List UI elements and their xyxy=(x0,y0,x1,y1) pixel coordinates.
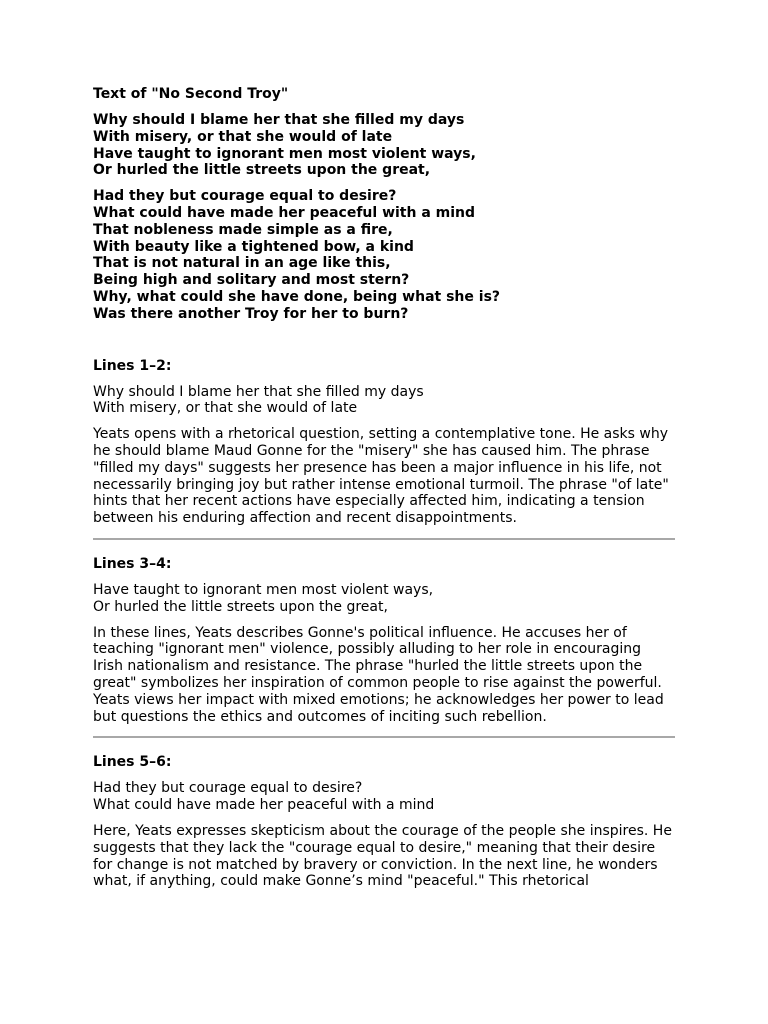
quote-line: Why should I blame her that she filled my days xyxy=(93,383,424,400)
poem-stanza-1 xyxy=(93,112,675,179)
section-title: Lines 3–4: xyxy=(93,555,172,572)
analysis-section-lines-5-6 xyxy=(93,754,675,890)
quoted-lines xyxy=(93,582,675,616)
quoted-lines xyxy=(93,780,675,814)
poem-line: Was there another Troy for her to burn? xyxy=(93,305,409,322)
analysis-section-lines-3-4 xyxy=(93,556,675,738)
analysis-paragraph: In these lines, Yeats describes Gonne's political influence. He accuses her of teaching "ignorant men" violence, possibly alluding to her role in encouraging Irish nationalism and resistance. The phrase "hurled the little streets upon the great" symbolizes her inspiration of common people to rise against the powerful. Yeats views her impact with mixed emotions; he acknowledges her power to lead but questions the ethics and outcomes of inciting such rebellion. xyxy=(93,624,664,725)
poem-line: That is not natural in an age like this, xyxy=(93,255,391,272)
poem-line: That nobleness made simple as a fire, xyxy=(93,221,393,238)
spacer xyxy=(93,540,675,556)
poem-stanza-2 xyxy=(93,188,675,322)
spacer xyxy=(93,738,675,754)
quote-line: Have taught to ignorant men most violent ways, xyxy=(93,581,434,598)
poem-line: Why should I blame her that she filled my days xyxy=(93,112,465,128)
poem-line: Being high and solitary and most stern? xyxy=(93,272,410,289)
section-title: Lines 5–6: xyxy=(93,754,172,771)
analysis-section-lines-1-2 xyxy=(93,358,675,540)
quoted-lines xyxy=(93,384,675,418)
poem-line: What could have made her peaceful with a mind xyxy=(93,204,476,221)
section-title: Lines 1–2: xyxy=(93,357,172,374)
quote-line: Or hurled the little streets upon the great, xyxy=(93,598,388,615)
poem-line: Why, what could she have done, being what she is? xyxy=(93,288,501,305)
poem-title: Text of "No Second Troy" xyxy=(93,86,289,102)
quote-line: With misery, or that she would of late xyxy=(93,400,358,417)
poem-line: With misery, or that she would of late xyxy=(93,128,393,145)
analysis-paragraph: Here, Yeats expresses skepticism about the courage of the people she inspires. He suggests that they lack the "courage equal to desire," meaning that their desire for change is not matched by bravery or conviction. In the next line, he wonders what, if anything, could make Gonne’s mind "peaceful." This rhetorical xyxy=(93,822,672,890)
spacer xyxy=(93,332,675,358)
analysis-paragraph: Yeats opens with a rhetorical question, setting a contemplative tone. He asks why he should blame Maud Gonne for the "misery" she has caused him. The phrase "filled my days" suggests her presence has been a major influence in his life, not necessarily bringing joy but rather intense emotional turmoil. The phrase "of late" hints that her recent actions have especially affected him, indicating a tension between his enduring affection and recent disappointments. xyxy=(93,426,669,527)
document-page xyxy=(93,86,675,890)
poem-line: Or hurled the little streets upon the great, xyxy=(93,162,431,179)
quote-line: Had they but courage equal to desire? xyxy=(93,780,363,797)
poem-line: Had they but courage equal to desire? xyxy=(93,188,397,205)
quote-line: What could have made her peaceful with a mind xyxy=(93,797,435,814)
poem-line: With beauty like a tightened bow, a kind xyxy=(93,238,414,255)
poem-line: Have taught to ignorant men most violent ways, xyxy=(93,145,476,162)
